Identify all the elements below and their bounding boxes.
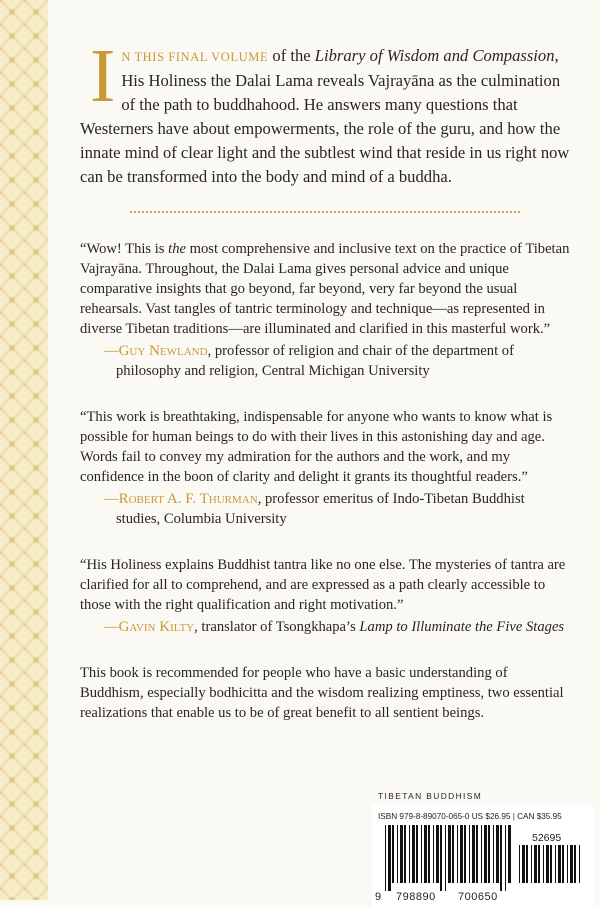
endorsement-quote: [80, 555, 570, 637]
price-code: 52695: [532, 832, 562, 844]
barcode-bar: [488, 825, 490, 883]
decorative-border: [0, 0, 48, 900]
barcode-bar: [543, 845, 544, 883]
barcode-bar: [460, 825, 463, 883]
endorsement-quote: [80, 239, 570, 381]
barcode-bar: [452, 825, 454, 883]
barcode-bar: [484, 825, 487, 883]
barcode-bar: [526, 845, 528, 883]
barcode-bar: [550, 845, 552, 883]
barcode-box: [372, 805, 594, 907]
quote-author: Gavin Kilty: [118, 619, 195, 635]
quote-text-part: most comprehensive and inclusive text on the practice of Tibetan Vajrayāna. Throughout, the Dalai Lama gives personal advice and unique comparative insights that go beyond, far beyond, very far beyond the usual rehearsals. Vast tangles of tantric terminology and technique—as represented in diverse Tibetan traditions—are illuminated and clarified in this masterful work.”: [80, 241, 570, 337]
quote-attribution: [80, 617, 570, 637]
barcode-bar: [469, 825, 470, 883]
attribution-dash: —: [104, 619, 119, 635]
intro-lead: N THIS FINAL VOLUME: [121, 50, 269, 64]
barcode-bar: [436, 825, 439, 883]
barcode-bar: [531, 845, 532, 883]
quote-text-part: “Wow! This is: [80, 241, 169, 257]
category-label: TIBETAN BUDDHISM: [378, 791, 483, 801]
quote-text-part: “His Holiness explains Buddhist tantra like no one else. The mysteries of tantra are clarified for all to comprehend, and are expressed as a path clearly accessible to those with the right qualification and right motivation.”: [80, 557, 566, 613]
barcode-bar: [400, 825, 403, 883]
quote-attribution: [80, 489, 570, 529]
barcode-bar: [555, 845, 556, 883]
barcode-bar: [562, 845, 564, 883]
quote-affiliation: , professor emeritus of Indo-Tibetan Buddhist studies, Columbia University: [116, 491, 525, 527]
barcode-bar: [522, 845, 525, 883]
barcode-bar: [388, 825, 391, 891]
barcode-bar: [445, 825, 446, 891]
barcode-addon-icon: [519, 845, 583, 891]
quote-text: [80, 555, 570, 615]
barcode-bar: [472, 825, 475, 883]
barcode-bar: [457, 825, 458, 883]
back-cover-text: [80, 34, 570, 738]
barcode-bar: [508, 825, 511, 883]
series-title: Library of Wisdom and Compassion: [314, 46, 555, 65]
closing-paragraph: This book is recommended for people who have a basic understanding of Buddhism, especially bodhicitta and the wisdom realizing emptiness, two essential realizations that enable us to be of great benefit to all sentient beings.: [80, 665, 564, 721]
barcode-bar: [412, 825, 415, 883]
isbn-price-line: ISBN 979-8-89070-065-0 US $26.95 | CAN $35.95: [378, 812, 562, 821]
barcode-bar: [385, 825, 386, 891]
drop-cap: I: [90, 34, 116, 118]
barcode-bar: [433, 825, 434, 883]
endorsement-quote: [80, 407, 570, 529]
quote-text-part: the: [168, 241, 186, 257]
quote-text-part: “This work is breathtaking, indispensable for anyone who wants to know what is possible for human beings to do with their lives in this astonishing day and age. Words fail to convey my admiration for the authors and the work, and my confidence in the boon of clarity and delight it grants its thoughtful readers.”: [80, 409, 553, 485]
barcode-bar: [567, 845, 568, 883]
barcode-digits-right: 700650: [458, 891, 498, 903]
quote-author: Guy Newland: [118, 343, 208, 359]
quote-affiliation: Lamp to Illuminate the Five Stages: [359, 619, 565, 635]
barcode-bar: [558, 845, 561, 883]
barcode-digit-first: 9: [375, 891, 382, 903]
attribution-dash: —: [104, 491, 119, 507]
barcode-block: [372, 791, 600, 907]
barcode-bar: [579, 845, 580, 883]
barcode-bar: [493, 825, 494, 883]
barcode-bar: [464, 825, 466, 883]
barcode-bar: [404, 825, 406, 883]
quote-text: [80, 239, 570, 339]
quote-attribution: [80, 341, 570, 381]
barcode-bar: [392, 825, 394, 883]
barcode-bar: [428, 825, 430, 883]
barcode-bar: [421, 825, 422, 883]
barcode-bar: [538, 845, 540, 883]
barcode-bar: [534, 845, 537, 883]
dotted-divider: [130, 211, 520, 213]
barcode-bar: [424, 825, 427, 883]
barcode-bar: [397, 825, 398, 883]
barcode-bar: [476, 825, 478, 883]
attribution-dash: —: [104, 343, 119, 359]
endorsements: [80, 239, 570, 637]
barcode-bar: [448, 825, 451, 883]
barcode-bar: [409, 825, 410, 883]
quote-author: Robert A. F. Thurman: [118, 491, 258, 507]
barcode-bar: [570, 845, 573, 883]
barcode-bar: [574, 845, 576, 883]
barcode-bar: [500, 825, 502, 891]
quote-affiliation: , translator of Tsongkhapa’s: [194, 619, 360, 635]
barcode-bar: [519, 845, 520, 883]
barcode-bar: [505, 825, 506, 891]
barcode-bar: [546, 845, 549, 883]
barcode-ean-icon: [385, 825, 513, 891]
barcode-bar: [481, 825, 482, 883]
intro-text-2: , His Holiness the Dalai Lama reveals Vajrayāna as the culmination of the path to buddhahood. He answers many questions that Westerners have about empowerments, the role of the guru, and how the innate mind of clear light and the subtlest wind that reside in us right now can be transformed into the body and mind of a buddha.: [80, 46, 570, 186]
quote-text: [80, 407, 570, 487]
barcode-bar: [496, 825, 499, 883]
barcode-digits-left: 798890: [396, 891, 436, 903]
intro-text-1: of the: [268, 46, 315, 65]
barcode-bar: [440, 825, 442, 891]
intro-paragraph: [80, 34, 570, 189]
barcode-bar: [416, 825, 418, 883]
quote-affiliation: , professor of religion and chair of the department of philosophy and religion, Central Michigan University: [116, 343, 514, 379]
